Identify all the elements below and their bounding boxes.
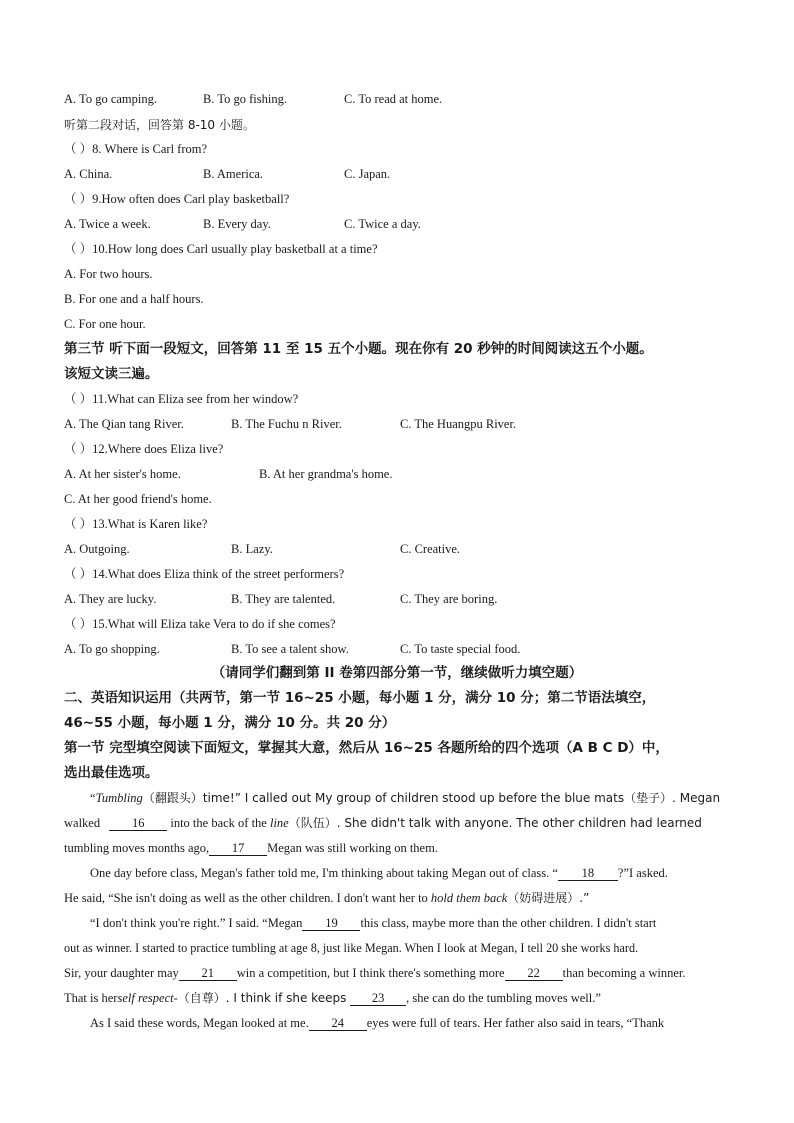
answer-paren: （ ）: [64, 242, 93, 256]
blank-22[interactable]: 22: [505, 966, 563, 981]
option-a: A. To go camping.: [64, 92, 157, 106]
passage-p3-line1: [64, 915, 730, 931]
tumbling-word: Tumbling: [95, 791, 143, 805]
quote-open: “: [90, 791, 96, 805]
answer-paren: （ ）: [64, 192, 93, 206]
passage-p3-line3: [64, 965, 730, 981]
option-b: B. To see a talent show.: [231, 642, 349, 656]
question-9: [64, 191, 289, 207]
blank-21[interactable]: 21: [179, 966, 237, 981]
option-b: B. Lazy.: [231, 542, 273, 556]
question-10: [64, 241, 378, 257]
turn-page-note: （请同学们翻到第 II 卷第四部分第一节，继续做听力填空题）: [211, 665, 583, 681]
blank-17[interactable]: 17: [209, 841, 267, 856]
p4-text: As I said these words, Megan looked at me.: [90, 1016, 309, 1030]
option-c: C. Creative.: [400, 542, 461, 556]
answer-paren: （ ）: [64, 517, 93, 531]
cloze-title-line1: 第一节 完型填空阅读下面短文，掌握其大意，然后从 16~25 各题所给的四个选项（A B C D）中，: [64, 740, 669, 756]
option-c: C. Twice a day.: [344, 217, 421, 231]
p1-into: into the back of the: [167, 816, 270, 830]
blank-18[interactable]: 18: [558, 866, 618, 881]
option-a: A. Twice a week.: [64, 217, 151, 231]
question-15: [64, 616, 336, 632]
hold-them-back: hold them back: [430, 891, 508, 905]
option-c: C. Japan.: [344, 167, 391, 181]
question-stem: 9.How often does Carl play basketball?: [92, 192, 290, 206]
self-respect: self respect-: [117, 991, 178, 1005]
option-b: B. At her grandma's home.: [259, 467, 393, 481]
dialog2-instruction: 听第二段对话，回答第 8-10 小题。: [64, 118, 255, 132]
option-a: A. The Qian tang River.: [64, 417, 184, 431]
p1-end: Megan was still working on them.: [267, 841, 438, 855]
passage-p4-line1: [64, 1015, 730, 1031]
option-a: A. They are lucky.: [64, 592, 157, 606]
p2-gloss: （妨碍进展）.”: [507, 891, 590, 905]
option-b: B. The Fuchu n River.: [231, 417, 342, 431]
p3-rest: this class, maybe more than the other children. I didn't start: [360, 916, 657, 930]
passage-p1-line3: [64, 840, 730, 856]
blank-23[interactable]: 23: [350, 991, 406, 1006]
question-stem: 10.How long does Carl usually play basketball at a time?: [92, 242, 378, 256]
passage-p2-line1: [64, 865, 730, 881]
p1-text: （翻跟头）time!” I called out My group of children stood up before the blue mats（垫子）. Megan: [142, 791, 721, 805]
question-stem: 11.What can Eliza see from her window?: [92, 392, 299, 406]
blank-24[interactable]: 24: [309, 1016, 367, 1031]
p2-said: He said, “She isn't doing as well as the other children. I don't want her to: [64, 891, 431, 905]
passage-p1-line1: [64, 790, 730, 806]
question-13: [64, 516, 207, 532]
blank-16[interactable]: 16: [109, 816, 167, 831]
passage-p3-line4: [64, 990, 730, 1006]
p1-tumbling-moves: tumbling moves months ago,: [64, 841, 210, 855]
option-a: A. To go shopping.: [64, 642, 160, 656]
answer-paren: （ ）: [64, 617, 93, 631]
q10-option-c: C. For one hour.: [64, 317, 146, 331]
section3-title-line1: 第三节 听下面一段短文，回答第 11 至 15 五个小题。现在你有 20 秒钟的时间阅读这五个小题。: [64, 341, 653, 357]
blank-19[interactable]: 19: [302, 916, 360, 931]
option-a: A. China.: [64, 167, 113, 181]
p3-end: , she can do the tumbling moves well.”: [406, 991, 601, 1005]
passage-p1-line2: [64, 815, 730, 831]
question-11: [64, 391, 298, 407]
option-a: A. Outgoing.: [64, 542, 130, 556]
answer-paren: （ ）: [64, 442, 93, 456]
answer-paren: （ ）: [64, 567, 93, 581]
question-stem: 15.What will Eliza take Vera to do if she comes?: [92, 617, 336, 631]
line-word: line: [269, 816, 289, 830]
question-12: [64, 441, 223, 457]
question-8: [64, 141, 207, 157]
question-stem: 12.Where does Eliza live?: [92, 442, 224, 456]
p3-winner: than becoming a winner.: [562, 966, 686, 980]
option-b: B. They are talented.: [231, 592, 336, 606]
p1-rest: （队伍）. She didn't talk with anyone. The other children had learned: [288, 816, 702, 830]
p2-asked: ?”I asked.: [617, 866, 668, 880]
p4-rest: eyes were full of tears. Her father also said in tears, “Thank: [366, 1016, 665, 1030]
q10-option-a: A. For two hours.: [64, 267, 153, 281]
section3-title-line2: 该短文读三遍。: [64, 366, 159, 382]
option-b: B. Every day.: [203, 217, 271, 231]
option-b: B. America.: [203, 167, 264, 181]
option-c: C. They are boring.: [400, 592, 498, 606]
question-14: [64, 566, 344, 582]
answer-paren: （ ）: [64, 142, 93, 156]
part2-title-line2: 46~55 小题，每小题 1 分，满分 10 分。共 20 分）: [64, 715, 396, 731]
part2-title-line1: 二、英语知识运用（共两节，第一节 16~25 小题，每小题 1 分，满分 10 分；第二节语法填空，: [64, 690, 656, 706]
p3-win: win a competition, but I think there's something more: [236, 966, 505, 980]
answer-paren: （ ）: [64, 392, 93, 406]
option-c: C. To read at home.: [344, 92, 443, 106]
passage-p2-line2: [64, 890, 730, 906]
q12-option-c: C. At her good friend's home.: [64, 492, 212, 506]
question-stem: 8. Where is Carl from?: [92, 142, 208, 156]
p3-sir: Sir, your daughter may: [64, 966, 179, 980]
p3-keeps: （自尊）. I think if she keeps: [177, 991, 351, 1005]
p2-text: One day before class, Megan's father told me, I'm thinking about taking Megan out of class. “: [90, 866, 558, 880]
q10-option-b: B. For one and a half hours.: [64, 292, 204, 306]
p1-walked: walked: [64, 816, 104, 830]
p3-that-is: That is her: [64, 991, 118, 1005]
passage-p3-line2: out as winner. I started to practice tumbling at age 8, just like Megan. When I look at Megan, I tell 20 she works hard.: [64, 941, 639, 955]
option-c: C. The Huangpu River.: [400, 417, 517, 431]
question-stem: 14.What does Eliza think of the street performers?: [92, 567, 345, 581]
option-b: B. To go fishing.: [203, 92, 287, 106]
p3-text: “I don't think you're right.” I said. “Megan: [90, 916, 303, 930]
option-a: A. At her sister's home.: [64, 467, 181, 481]
question-stem: 13.What is Karen like?: [92, 517, 208, 531]
cloze-title-line2: 选出最佳选项。: [64, 765, 159, 781]
option-c: C. To taste special food.: [400, 642, 521, 656]
